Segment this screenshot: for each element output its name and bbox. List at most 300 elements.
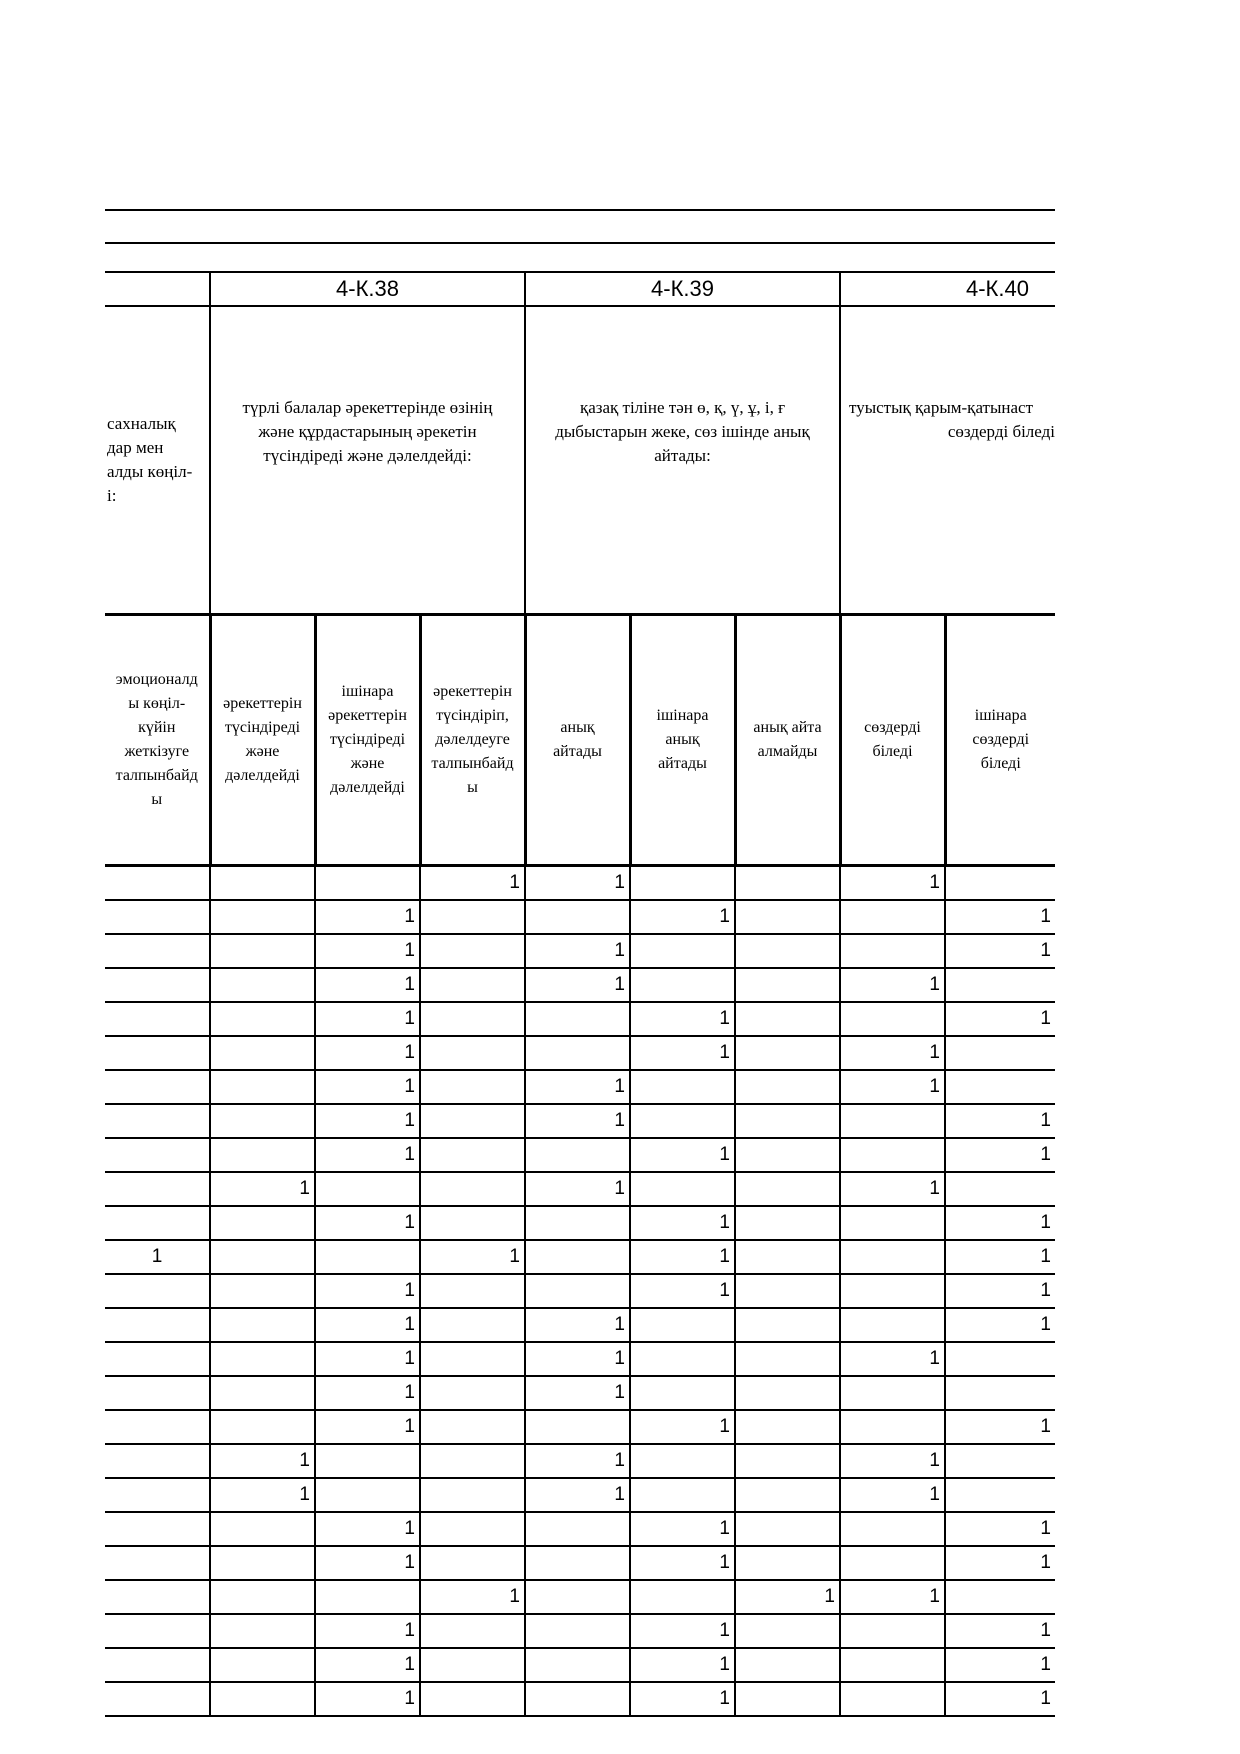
value-cell: 1 xyxy=(315,1138,420,1172)
level-header-line: әрекеттерін xyxy=(223,695,302,712)
value-cell xyxy=(420,1172,525,1206)
level-header-cell xyxy=(210,615,315,866)
criteria-code-row xyxy=(105,272,1055,306)
level-header-line: әрекеттерін xyxy=(433,683,512,700)
description-line: айтады: xyxy=(654,446,711,465)
value-cell xyxy=(420,1274,525,1308)
value-cell xyxy=(735,1206,840,1240)
value-cell xyxy=(840,934,945,968)
value-cell xyxy=(945,1444,1055,1478)
value-cell xyxy=(420,1342,525,1376)
value-cell xyxy=(735,1614,840,1648)
table-row xyxy=(105,1682,1055,1716)
value-cell xyxy=(105,1444,210,1478)
level-header-row xyxy=(105,615,1055,866)
value-cell xyxy=(735,1036,840,1070)
level-header-line: ішінара xyxy=(974,707,1027,724)
value-cell: 1 xyxy=(630,1206,735,1240)
value-cell xyxy=(105,1546,210,1580)
value-cell xyxy=(630,1444,735,1478)
value-cell xyxy=(420,1376,525,1410)
value-cell xyxy=(210,1410,315,1444)
value-cell xyxy=(945,1172,1055,1206)
value-cell xyxy=(210,1614,315,1648)
criteria-code-cell xyxy=(105,272,210,306)
value-cell xyxy=(630,968,735,1002)
value-cell: 1 xyxy=(420,1580,525,1614)
value-cell xyxy=(420,1410,525,1444)
value-cell: 1 xyxy=(315,1682,420,1716)
value-cell: 1 xyxy=(525,1342,630,1376)
value-cell xyxy=(210,1308,315,1342)
value-cell xyxy=(945,968,1055,1002)
table-row xyxy=(105,1410,1055,1444)
value-cell: 1 xyxy=(945,1512,1055,1546)
value-cell xyxy=(735,1308,840,1342)
value-cell xyxy=(210,1240,315,1274)
value-cell xyxy=(735,1648,840,1682)
value-cell xyxy=(525,1002,630,1036)
value-cell xyxy=(630,1172,735,1206)
value-cell xyxy=(525,1206,630,1240)
table-row xyxy=(105,1376,1055,1410)
value-cell xyxy=(840,1104,945,1138)
value-cell: 1 xyxy=(630,1614,735,1648)
value-cell xyxy=(105,1172,210,1206)
top-rule-1 xyxy=(105,209,1055,211)
table-row xyxy=(105,1342,1055,1376)
value-cell: 1 xyxy=(945,1138,1055,1172)
description-line: және құрдастарының әрекетін xyxy=(258,422,477,441)
value-cell: 1 xyxy=(315,1512,420,1546)
value-cell xyxy=(210,968,315,1002)
description-line: сахналық xyxy=(107,414,176,433)
description-line: түсіндіреді және дәлелдейді: xyxy=(263,446,472,465)
value-cell xyxy=(525,1648,630,1682)
value-cell: 1 xyxy=(525,1172,630,1206)
table-row xyxy=(105,1138,1055,1172)
value-cell: 1 xyxy=(315,1104,420,1138)
value-cell xyxy=(105,1682,210,1716)
description-line: і: xyxy=(107,486,117,505)
value-cell xyxy=(630,1104,735,1138)
value-cell xyxy=(420,1478,525,1512)
value-cell: 1 xyxy=(315,1070,420,1104)
value-cell xyxy=(735,1104,840,1138)
value-cell xyxy=(735,1274,840,1308)
value-cell xyxy=(945,1070,1055,1104)
value-cell: 1 xyxy=(630,1240,735,1274)
value-cell xyxy=(525,1138,630,1172)
value-cell xyxy=(840,1308,945,1342)
level-header-line: және xyxy=(350,755,385,772)
table-row xyxy=(105,1002,1055,1036)
value-cell xyxy=(210,1512,315,1546)
table-row xyxy=(105,1580,1055,1614)
table-row xyxy=(105,968,1055,1002)
value-cell xyxy=(840,1274,945,1308)
value-cell xyxy=(315,1172,420,1206)
value-cell xyxy=(630,1342,735,1376)
level-header-line: алмайды xyxy=(757,743,818,760)
value-cell xyxy=(315,1478,420,1512)
value-cell xyxy=(105,934,210,968)
value-cell xyxy=(840,1002,945,1036)
value-cell xyxy=(735,1682,840,1716)
value-cell xyxy=(105,900,210,934)
value-cell xyxy=(105,1648,210,1682)
description-line: алды көңіл- xyxy=(107,462,193,481)
criteria-code-cell: 4-К.39 xyxy=(525,272,840,306)
value-cell xyxy=(525,1546,630,1580)
value-cell xyxy=(210,1002,315,1036)
value-cell xyxy=(735,968,840,1002)
value-cell xyxy=(735,866,840,901)
level-header-line: дәлелдеуге xyxy=(435,731,510,748)
value-cell: 1 xyxy=(315,1002,420,1036)
value-cell xyxy=(420,1512,525,1546)
value-cell: 1 xyxy=(840,1036,945,1070)
value-cell xyxy=(735,1512,840,1546)
value-cell xyxy=(210,1580,315,1614)
value-cell xyxy=(420,1444,525,1478)
value-cell: 1 xyxy=(945,1240,1055,1274)
value-cell xyxy=(315,866,420,901)
value-cell xyxy=(840,1240,945,1274)
value-cell xyxy=(210,1376,315,1410)
value-cell: 1 xyxy=(945,1682,1055,1716)
value-cell xyxy=(525,1036,630,1070)
value-cell xyxy=(105,1410,210,1444)
value-cell xyxy=(105,1478,210,1512)
value-cell: 1 xyxy=(210,1478,315,1512)
value-cell xyxy=(525,1410,630,1444)
description-line: қазақ тіліне тән ө, қ, ү, ұ, і, ғ xyxy=(579,398,786,417)
value-cell xyxy=(420,900,525,934)
value-cell xyxy=(105,1036,210,1070)
value-cell xyxy=(210,1138,315,1172)
value-cell xyxy=(630,1580,735,1614)
value-cell: 1 xyxy=(105,1240,210,1274)
level-header-cell xyxy=(840,615,945,866)
value-cell xyxy=(105,1614,210,1648)
value-cell: 1 xyxy=(945,900,1055,934)
level-header-line: түсіндіріп, xyxy=(436,707,509,724)
value-cell: 1 xyxy=(315,1206,420,1240)
value-cell: 1 xyxy=(945,1308,1055,1342)
value-cell: 1 xyxy=(525,968,630,1002)
value-cell xyxy=(210,1342,315,1376)
level-header-cell xyxy=(945,615,1055,866)
table-row xyxy=(105,1648,1055,1682)
criteria-description-row xyxy=(105,306,1055,615)
value-cell: 1 xyxy=(840,1342,945,1376)
table-row xyxy=(105,1546,1055,1580)
value-cell xyxy=(840,1682,945,1716)
value-cell xyxy=(840,1512,945,1546)
value-cell xyxy=(315,1580,420,1614)
value-cell xyxy=(630,934,735,968)
level-header-line: ы xyxy=(467,779,478,796)
value-cell xyxy=(840,1410,945,1444)
level-header-line: талпынбайд xyxy=(115,767,198,784)
table-row xyxy=(105,1036,1055,1070)
value-cell: 1 xyxy=(630,1512,735,1546)
value-cell xyxy=(735,1240,840,1274)
value-cell xyxy=(210,1546,315,1580)
criteria-description-cell xyxy=(525,306,840,615)
level-header-cell xyxy=(630,615,735,866)
value-cell xyxy=(420,1308,525,1342)
value-cell xyxy=(945,1376,1055,1410)
value-cell xyxy=(735,1138,840,1172)
value-cell: 1 xyxy=(945,1206,1055,1240)
value-cell xyxy=(105,1002,210,1036)
value-cell xyxy=(105,1512,210,1546)
description-line: туыстық қарым-қатынаст xyxy=(849,398,1034,417)
top-rule-2 xyxy=(105,242,1055,244)
level-header-line: әрекеттерін xyxy=(328,707,407,724)
level-header-line: дәлелдейді xyxy=(225,767,300,784)
value-cell: 1 xyxy=(630,1648,735,1682)
level-header-line: күйін xyxy=(138,719,176,736)
value-cell xyxy=(735,1444,840,1478)
level-header-line: ішінара xyxy=(656,707,709,724)
value-cell xyxy=(630,1308,735,1342)
value-cell xyxy=(420,934,525,968)
value-cell xyxy=(210,934,315,968)
value-cell xyxy=(630,1478,735,1512)
value-cell: 1 xyxy=(315,968,420,1002)
value-cell xyxy=(210,1206,315,1240)
value-cell xyxy=(420,1682,525,1716)
value-cell: 1 xyxy=(630,1682,735,1716)
level-header-line: және xyxy=(245,743,280,760)
value-cell xyxy=(210,900,315,934)
criteria-code-text: 4-К.40 xyxy=(966,276,1029,301)
description-line: түрлі балалар әрекеттерінде өзінің xyxy=(242,398,493,417)
value-cell: 1 xyxy=(630,1138,735,1172)
level-header-line: ішінара xyxy=(341,683,394,700)
table-row xyxy=(105,1444,1055,1478)
value-cell xyxy=(630,866,735,901)
value-cell xyxy=(735,900,840,934)
value-cell xyxy=(840,1648,945,1682)
value-cell xyxy=(210,866,315,901)
value-cell xyxy=(735,1546,840,1580)
value-cell xyxy=(630,1376,735,1410)
value-cell: 1 xyxy=(630,1410,735,1444)
value-cell: 1 xyxy=(525,1308,630,1342)
level-header-line: анық xyxy=(665,731,700,748)
value-cell xyxy=(945,866,1055,901)
value-cell: 1 xyxy=(945,1274,1055,1308)
value-cell xyxy=(945,1036,1055,1070)
level-header-line: түсіндіреді xyxy=(329,731,406,748)
value-cell xyxy=(420,968,525,1002)
value-cell: 1 xyxy=(630,1036,735,1070)
value-cell: 1 xyxy=(525,1104,630,1138)
value-cell: 1 xyxy=(315,1036,420,1070)
value-cell xyxy=(420,1546,525,1580)
level-header-line: біледі xyxy=(980,755,1021,772)
table-row xyxy=(105,1512,1055,1546)
value-cell: 1 xyxy=(420,866,525,901)
description-line: дыбыстарын жеке, сөз ішінде анық xyxy=(555,422,810,441)
value-cell: 1 xyxy=(525,934,630,968)
criteria-description-cell xyxy=(840,306,1055,615)
value-cell xyxy=(840,900,945,934)
value-cell: 1 xyxy=(315,1410,420,1444)
value-cell xyxy=(210,1682,315,1716)
value-cell: 1 xyxy=(945,1104,1055,1138)
value-cell: 1 xyxy=(630,1274,735,1308)
level-header-line: эмоционалд xyxy=(115,671,198,688)
value-cell xyxy=(420,1002,525,1036)
value-cell xyxy=(525,1682,630,1716)
value-cell xyxy=(420,1648,525,1682)
value-cell: 1 xyxy=(315,1308,420,1342)
level-header-cell xyxy=(735,615,840,866)
value-cell xyxy=(105,866,210,901)
level-header-cell xyxy=(315,615,420,866)
value-cell xyxy=(840,1614,945,1648)
value-cell xyxy=(525,1512,630,1546)
value-cell xyxy=(735,934,840,968)
table-row xyxy=(105,1478,1055,1512)
value-cell: 1 xyxy=(210,1444,315,1478)
value-cell xyxy=(840,1376,945,1410)
level-header-line: анық айта xyxy=(753,719,822,736)
table-row xyxy=(105,866,1055,901)
value-cell: 1 xyxy=(735,1580,840,1614)
level-header-line: сөздерді xyxy=(972,731,1030,748)
table-row xyxy=(105,1274,1055,1308)
value-cell xyxy=(105,1138,210,1172)
value-cell xyxy=(105,1580,210,1614)
value-cell: 1 xyxy=(840,866,945,901)
level-header-line: анық xyxy=(560,719,595,736)
value-cell xyxy=(420,1614,525,1648)
level-header-line: ы xyxy=(151,791,163,808)
level-header-line: талпынбайд xyxy=(431,755,514,772)
value-cell xyxy=(420,1036,525,1070)
criteria-code-cell: 4-К.38 xyxy=(210,272,525,306)
value-cell xyxy=(840,1546,945,1580)
level-header-cell xyxy=(420,615,525,866)
value-cell: 1 xyxy=(525,1444,630,1478)
value-cell xyxy=(840,1206,945,1240)
value-cell: 1 xyxy=(945,1648,1055,1682)
table-row xyxy=(105,900,1055,934)
description-line: дар мен xyxy=(107,438,164,457)
value-cell: 1 xyxy=(420,1240,525,1274)
assessment-table xyxy=(105,271,1055,1717)
level-header-line: айтады xyxy=(553,743,602,760)
value-cell xyxy=(420,1206,525,1240)
value-cell: 1 xyxy=(210,1172,315,1206)
value-cell: 1 xyxy=(630,1546,735,1580)
table-row xyxy=(105,1104,1055,1138)
value-cell xyxy=(105,1376,210,1410)
value-cell: 1 xyxy=(630,1002,735,1036)
value-cell xyxy=(525,1580,630,1614)
value-cell xyxy=(420,1104,525,1138)
criteria-description-cell xyxy=(210,306,525,615)
value-cell: 1 xyxy=(945,1410,1055,1444)
value-cell xyxy=(210,1104,315,1138)
value-cell xyxy=(210,1036,315,1070)
value-cell xyxy=(105,1342,210,1376)
table-row xyxy=(105,1070,1055,1104)
value-cell: 1 xyxy=(840,1070,945,1104)
value-cell xyxy=(735,1478,840,1512)
value-cell xyxy=(945,1478,1055,1512)
level-header-line: ы көңіл- xyxy=(128,695,186,712)
value-cell: 1 xyxy=(525,1376,630,1410)
value-cell xyxy=(105,1206,210,1240)
value-cell: 1 xyxy=(840,1580,945,1614)
value-cell: 1 xyxy=(840,1172,945,1206)
value-cell xyxy=(210,1070,315,1104)
value-cell xyxy=(525,1614,630,1648)
value-cell: 1 xyxy=(315,1376,420,1410)
value-cell xyxy=(735,1376,840,1410)
value-cell xyxy=(735,1342,840,1376)
value-cell xyxy=(105,1274,210,1308)
value-cell xyxy=(735,1070,840,1104)
value-cell xyxy=(105,968,210,1002)
value-cell xyxy=(315,1240,420,1274)
value-cell xyxy=(735,1172,840,1206)
table-row xyxy=(105,1240,1055,1274)
value-cell xyxy=(525,900,630,934)
table-row xyxy=(105,1206,1055,1240)
level-header-line: біледі xyxy=(872,743,913,760)
criteria-description-cell xyxy=(105,306,210,615)
value-cell: 1 xyxy=(945,1002,1055,1036)
level-header-line: дәлелдейді xyxy=(330,779,405,796)
level-header-cell xyxy=(105,615,210,866)
value-cell xyxy=(840,1138,945,1172)
value-cell xyxy=(420,1070,525,1104)
table-row xyxy=(105,1614,1055,1648)
value-cell xyxy=(210,1648,315,1682)
value-cell: 1 xyxy=(315,900,420,934)
value-cell: 1 xyxy=(945,934,1055,968)
value-cell: 1 xyxy=(315,934,420,968)
value-cell: 1 xyxy=(945,1546,1055,1580)
value-cell: 1 xyxy=(315,1274,420,1308)
criteria-code-cell xyxy=(840,272,1055,306)
value-cell: 1 xyxy=(945,1614,1055,1648)
value-cell: 1 xyxy=(840,1444,945,1478)
value-cell xyxy=(105,1070,210,1104)
level-header-line: түсіндіреді xyxy=(224,719,301,736)
value-cell xyxy=(945,1342,1055,1376)
value-cell: 1 xyxy=(840,1478,945,1512)
value-cell xyxy=(735,1002,840,1036)
value-cell xyxy=(945,1580,1055,1614)
value-cell xyxy=(105,1104,210,1138)
value-cell xyxy=(315,1444,420,1478)
table-row xyxy=(105,1172,1055,1206)
value-cell: 1 xyxy=(315,1342,420,1376)
value-cell: 1 xyxy=(525,1478,630,1512)
value-cell xyxy=(525,1274,630,1308)
table-row xyxy=(105,1308,1055,1342)
table-row xyxy=(105,934,1055,968)
